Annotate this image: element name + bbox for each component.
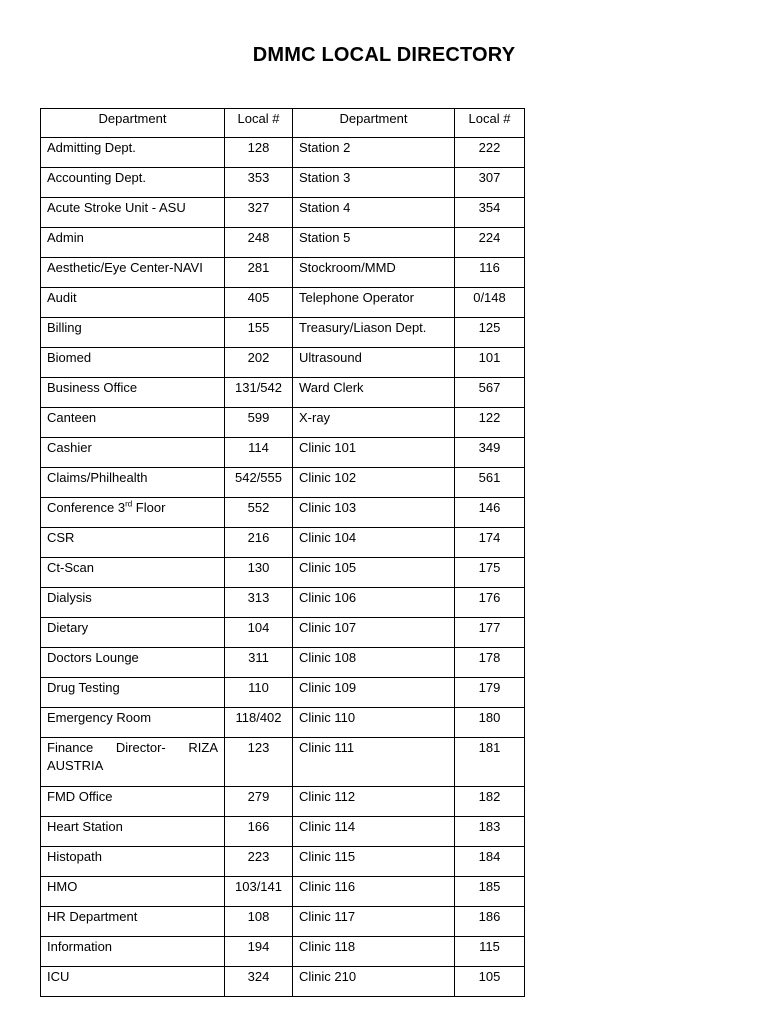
department-cell-right: Clinic 101 [293,438,455,468]
local-number-cell-right: 182 [455,787,525,817]
table-row [41,787,525,817]
local-number-cell-right: 177 [455,618,525,648]
department-cell-left: Acute Stroke Unit - ASU [41,198,225,228]
department-cell-right: Clinic 108 [293,648,455,678]
department-cell-right: Clinic 116 [293,877,455,907]
local-number-cell-right: 349 [455,438,525,468]
local-number-cell-right: 125 [455,318,525,348]
department-cell-right: X-ray [293,408,455,438]
department-cell-right: Clinic 110 [293,708,455,738]
department-cell-right: Clinic 109 [293,678,455,708]
department-cell-right: Clinic 111 [293,738,455,787]
department-cell-left: CSR [41,528,225,558]
table-row [41,588,525,618]
department-cell-right: Station 3 [293,168,455,198]
department-cell-right: Clinic 114 [293,817,455,847]
local-number-cell-left: 123 [225,738,293,787]
department-cell-left: Audit [41,288,225,318]
department-cell-right: Station 5 [293,228,455,258]
department-cell-left: Aesthetic/Eye Center-NAVI [41,258,225,288]
department-cell-left: Ct-Scan [41,558,225,588]
local-number-cell-left: 279 [225,787,293,817]
department-cell-left: ICU [41,967,225,997]
table-row [41,817,525,847]
table-row [41,198,525,228]
ordinal-suffix: rd [125,499,133,509]
local-number-cell-right: 186 [455,907,525,937]
department-line-2: AUSTRIA [47,758,104,773]
local-number-cell-right: 175 [455,558,525,588]
department-cell-right: Clinic 118 [293,937,455,967]
department-line-1: Finance Director- RIZA [47,740,218,755]
table-row [41,318,525,348]
table-row [41,907,525,937]
department-cell-left: Admitting Dept. [41,138,225,168]
local-number-cell-left: 108 [225,907,293,937]
department-cell-right: Clinic 106 [293,588,455,618]
local-number-cell-left: 552 [225,498,293,528]
department-cell-left: Information [41,937,225,967]
department-cell-right: Clinic 102 [293,468,455,498]
department-cell-left: Dialysis [41,588,225,618]
table-row [41,558,525,588]
table-row [41,618,525,648]
local-number-cell-left: 599 [225,408,293,438]
department-cell-left: Accounting Dept. [41,168,225,198]
local-number-cell-right: 146 [455,498,525,528]
local-number-cell-right: 0/148 [455,288,525,318]
local-number-cell-right: 185 [455,877,525,907]
table-row [41,528,525,558]
local-number-cell-left: 405 [225,288,293,318]
department-cell-left: Business Office [41,378,225,408]
local-number-cell-left: 194 [225,937,293,967]
local-number-cell-left: 128 [225,138,293,168]
local-number-cell-right: 179 [455,678,525,708]
local-number-cell-left: 155 [225,318,293,348]
table-row [41,937,525,967]
local-number-cell-left: 542/555 [225,468,293,498]
local-number-cell-right: 115 [455,937,525,967]
department-cell-left: Biomed [41,348,225,378]
department-cell-left: HR Department [41,907,225,937]
department-cell-left: Admin [41,228,225,258]
table-row [41,228,525,258]
page-title: DMMC LOCAL DIRECTORY [252,44,516,66]
department-cell-right: Station 4 [293,198,455,228]
department-text-suffix: Floor [132,500,166,515]
table-row [41,877,525,907]
department-cell-right: Clinic 115 [293,847,455,877]
department-cell-left: Histopath [41,847,225,877]
local-number-cell-left: 324 [225,967,293,997]
department-cell-left: Emergency Room [41,708,225,738]
table-row [41,738,525,787]
department-cell-right: Clinic 112 [293,787,455,817]
local-number-cell-right: 174 [455,528,525,558]
table-row [41,378,525,408]
department-cell-right: Clinic 103 [293,498,455,528]
local-number-cell-left: 202 [225,348,293,378]
local-number-cell-left: 353 [225,168,293,198]
local-number-cell-left: 281 [225,258,293,288]
directory-body [41,138,525,997]
department-cell-left: Billing [41,318,225,348]
department-text: Conference 3 [47,500,126,515]
local-number-cell-left: 104 [225,618,293,648]
local-number-cell-left: 216 [225,528,293,558]
department-cell-right: Stockroom/MMD [293,258,455,288]
department-cell-left: Dietary [41,618,225,648]
department-cell-right: Clinic 104 [293,528,455,558]
local-number-cell-left: 311 [225,648,293,678]
department-cell-right: Clinic 107 [293,618,455,648]
table-row [41,967,525,997]
department-cell-left: Cashier [41,438,225,468]
table-row [41,498,525,528]
local-number-cell-right: 101 [455,348,525,378]
department-cell-right: Clinic 117 [293,907,455,937]
department-cell-left: Heart Station [41,817,225,847]
department-cell-left: FMD Office [41,787,225,817]
header-local-right: Local # [455,109,525,138]
local-number-cell-right: 222 [455,138,525,168]
local-number-cell-left: 130 [225,558,293,588]
department-cell-left [41,498,225,528]
local-number-cell-right: 122 [455,408,525,438]
table-row [41,168,525,198]
table-row [41,138,525,168]
local-number-cell-right: 176 [455,588,525,618]
local-number-cell-left: 118/402 [225,708,293,738]
department-cell-left: Claims/Philhealth [41,468,225,498]
local-number-cell-left: 327 [225,198,293,228]
department-cell-left: Canteen [41,408,225,438]
table-row [41,258,525,288]
department-cell-right: Ward Clerk [293,378,455,408]
department-cell-left: HMO [41,877,225,907]
table-row [41,708,525,738]
department-cell-right: Treasury/Liason Dept. [293,318,455,348]
department-cell-right: Clinic 210 [293,967,455,997]
local-number-cell-right: 178 [455,648,525,678]
local-number-cell-left: 131/542 [225,378,293,408]
local-number-cell-right: 307 [455,168,525,198]
table-row [41,847,525,877]
local-number-cell-left: 313 [225,588,293,618]
local-number-cell-right: 567 [455,378,525,408]
department-cell-right: Clinic 105 [293,558,455,588]
header-department-left: Department [41,109,225,138]
local-number-cell-left: 166 [225,817,293,847]
header-department-right: Department [293,109,455,138]
table-row [41,438,525,468]
directory-table [40,108,525,997]
table-row [41,648,525,678]
department-cell-left: Doctors Lounge [41,648,225,678]
local-number-cell-left: 114 [225,438,293,468]
local-number-cell-right: 180 [455,708,525,738]
department-cell-left: Drug Testing [41,678,225,708]
local-number-cell-right: 184 [455,847,525,877]
header-local-left: Local # [225,109,293,138]
table-header-row [41,109,525,138]
local-number-cell-right: 354 [455,198,525,228]
local-number-cell-left: 103/141 [225,877,293,907]
table-row [41,348,525,378]
local-number-cell-right: 224 [455,228,525,258]
local-number-cell-left: 248 [225,228,293,258]
local-number-cell-left: 223 [225,847,293,877]
local-number-cell-left: 110 [225,678,293,708]
local-number-cell-right: 561 [455,468,525,498]
department-cell-right: Station 2 [293,138,455,168]
department-cell-left [41,738,225,787]
local-number-cell-right: 116 [455,258,525,288]
local-number-cell-right: 183 [455,817,525,847]
table-row [41,468,525,498]
local-number-cell-right: 181 [455,738,525,787]
department-cell-right: Ultrasound [293,348,455,378]
table-row [41,408,525,438]
table-row [41,288,525,318]
department-cell-right: Telephone Operator [293,288,455,318]
local-number-cell-right: 105 [455,967,525,997]
table-row [41,678,525,708]
